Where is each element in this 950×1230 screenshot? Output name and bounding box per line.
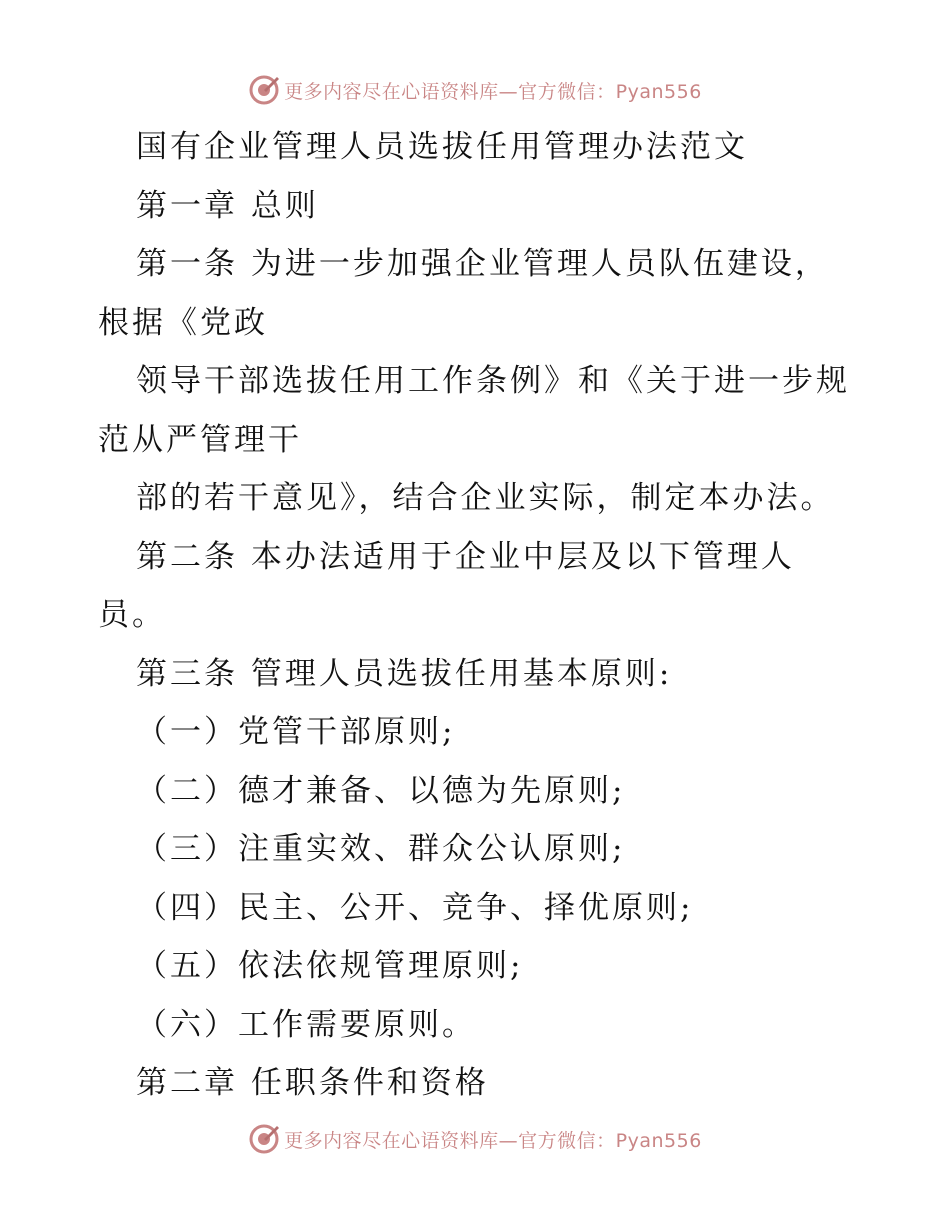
text-line: （四）民主、公开、竞争、择优原则; xyxy=(136,889,694,926)
watermark-text: 更多内容尽在心语资料库—官方微信：Pyan556 xyxy=(284,1129,702,1152)
text-line: （三）注重实效、群众公认原则; xyxy=(136,831,626,867)
watermark-footer xyxy=(0,1119,950,1159)
text-line: 第二条 本办法适用于企业中层及以下管理人 xyxy=(136,538,795,575)
text-line: 第一章 总则 xyxy=(136,187,319,224)
watermark-text: 更多内容尽在心语资料库—官方微信：Pyan556 xyxy=(284,80,702,103)
text-line: 领导干部选拔任用工作条例》和《关于进一步规 xyxy=(136,363,850,399)
text-line: （五）依法依规管理原则; xyxy=(136,948,524,984)
text-line: 部的若干意见》，结合企业实际，制定本办法。 xyxy=(136,480,835,516)
watermark-header xyxy=(0,70,950,110)
text-line: 第一条 为进一步加强企业管理人员队伍建设， xyxy=(136,246,829,282)
pen-logo-icon xyxy=(248,1123,280,1155)
text-line: （一）党管干部原则; xyxy=(136,714,456,750)
text-line: 国有企业管理人员选拔任用管理办法范文 xyxy=(136,129,748,165)
text-line: （六）工作需要原则。 xyxy=(136,1006,476,1043)
document-body xyxy=(98,118,878,1113)
text-line: 范从严管理干 xyxy=(98,421,302,458)
text-line: 第三条 管理人员选拔任用基本原则: xyxy=(136,655,673,692)
text-line: （二）德才兼备、以德为先原则; xyxy=(136,772,626,809)
text-line: 第二章 任职条件和资格 xyxy=(136,1065,489,1101)
text-line: 员。 xyxy=(98,597,166,633)
pen-logo-icon xyxy=(248,74,280,106)
text-line: 根据《党政 xyxy=(98,304,268,341)
